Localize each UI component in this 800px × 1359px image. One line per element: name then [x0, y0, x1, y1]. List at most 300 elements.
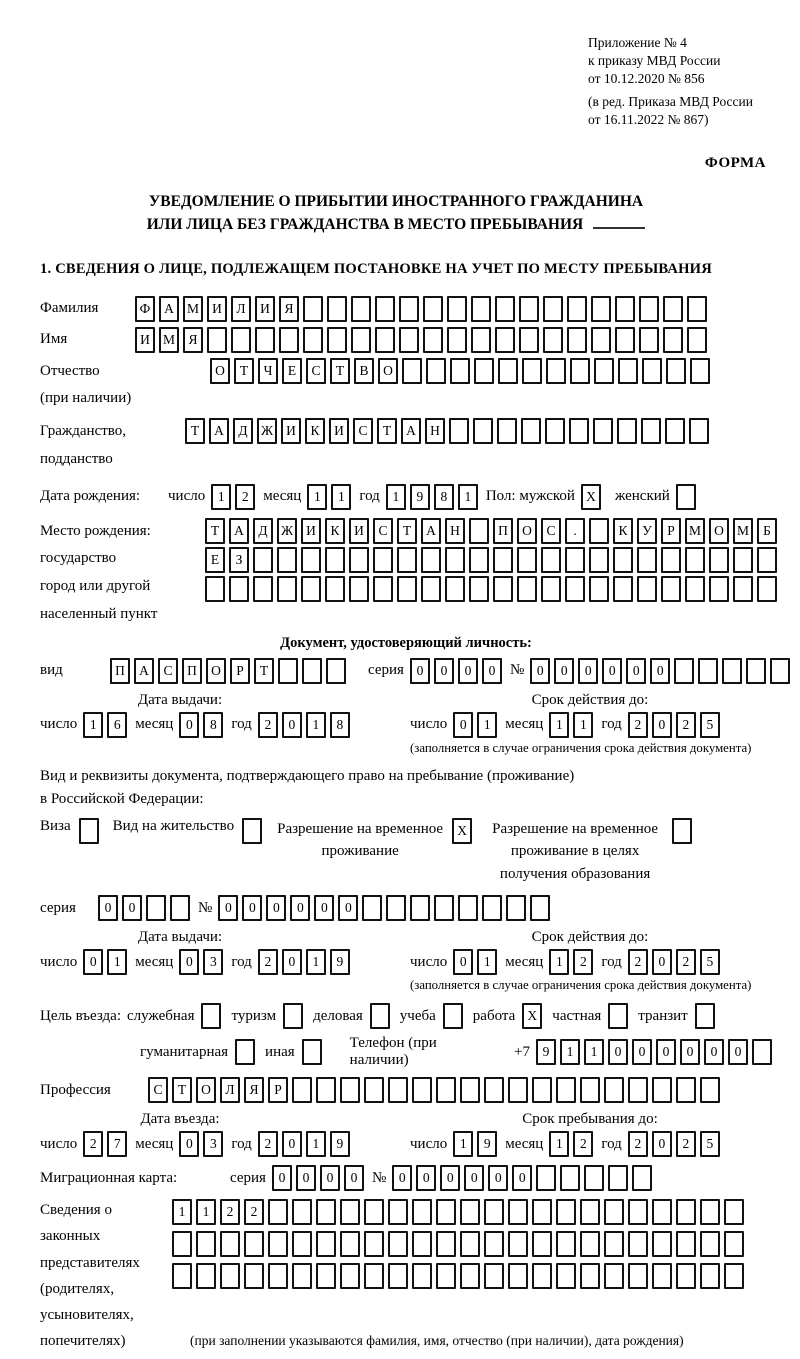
char-cell[interactable]: 6 [107, 712, 127, 738]
char-cell[interactable]: 1 [307, 484, 327, 510]
char-cell[interactable]: 0 [728, 1039, 748, 1065]
char-cell[interactable]: О [709, 518, 729, 544]
char-cell[interactable]: 1 [306, 949, 326, 975]
char-cell[interactable]: 0 [602, 658, 622, 684]
char-cell[interactable] [255, 327, 275, 353]
char-cell[interactable] [469, 547, 489, 573]
char-cell[interactable]: Т [205, 518, 225, 544]
char-cell[interactable] [604, 1231, 624, 1257]
char-cell[interactable] [556, 1199, 576, 1225]
char-cell[interactable] [362, 895, 382, 921]
char-cell[interactable] [580, 1199, 600, 1225]
char-cell[interactable]: С [353, 418, 373, 444]
char-cell[interactable] [615, 327, 635, 353]
char-cell[interactable]: Т [377, 418, 397, 444]
char-cell[interactable] [279, 327, 299, 353]
char-cell[interactable]: 0 [314, 895, 334, 921]
char-cell[interactable]: Б [757, 518, 777, 544]
checkbox-cell[interactable] [235, 1039, 255, 1065]
char-cell[interactable] [421, 576, 441, 602]
char-cell[interactable]: 2 [258, 949, 278, 975]
char-cell[interactable] [663, 327, 683, 353]
char-cell[interactable] [652, 1199, 672, 1225]
char-cell[interactable]: С [148, 1077, 168, 1103]
char-cell[interactable] [460, 1231, 480, 1257]
char-cell[interactable] [146, 895, 166, 921]
char-cell[interactable]: 0 [650, 658, 670, 684]
char-cell[interactable] [567, 327, 587, 353]
char-cell[interactable]: 9 [330, 1131, 350, 1157]
char-cell[interactable] [639, 296, 659, 322]
char-cell[interactable] [757, 576, 777, 602]
char-cell[interactable] [517, 547, 537, 573]
char-cell[interactable] [402, 358, 422, 384]
char-cell[interactable] [546, 358, 566, 384]
char-cell[interactable] [373, 576, 393, 602]
char-cell[interactable]: С [541, 518, 561, 544]
char-cell[interactable]: И [281, 418, 301, 444]
char-cell[interactable] [591, 327, 611, 353]
char-cell[interactable] [482, 895, 502, 921]
char-cell[interactable] [593, 418, 613, 444]
char-cell[interactable] [632, 1165, 652, 1191]
char-cell[interactable]: 7 [107, 1131, 127, 1157]
char-cell[interactable] [205, 576, 225, 602]
char-cell[interactable]: Д [253, 518, 273, 544]
char-cell[interactable]: 2 [676, 712, 696, 738]
char-cell[interactable] [589, 576, 609, 602]
char-cell[interactable]: 2 [676, 1131, 696, 1157]
char-cell[interactable] [604, 1263, 624, 1289]
char-cell[interactable] [522, 358, 542, 384]
char-cell[interactable] [689, 418, 709, 444]
char-cell[interactable]: А [401, 418, 421, 444]
char-cell[interactable] [519, 296, 539, 322]
char-cell[interactable] [628, 1231, 648, 1257]
char-cell[interactable] [473, 418, 493, 444]
char-cell[interactable] [301, 576, 321, 602]
char-cell[interactable] [724, 1263, 744, 1289]
checkbox-cell[interactable] [283, 1003, 303, 1029]
checkbox-cell[interactable] [695, 1003, 715, 1029]
char-cell[interactable] [471, 327, 491, 353]
char-cell[interactable]: 0 [410, 658, 430, 684]
char-cell[interactable]: 0 [626, 658, 646, 684]
char-cell[interactable]: 0 [488, 1165, 508, 1191]
char-cell[interactable] [661, 547, 681, 573]
checkbox-cell[interactable] [443, 1003, 463, 1029]
char-cell[interactable]: 8 [434, 484, 454, 510]
char-cell[interactable] [292, 1231, 312, 1257]
char-cell[interactable]: Т [172, 1077, 192, 1103]
char-cell[interactable] [426, 358, 446, 384]
char-cell[interactable] [556, 1077, 576, 1103]
char-cell[interactable]: 1 [549, 712, 569, 738]
char-cell[interactable] [244, 1231, 264, 1257]
char-cell[interactable] [325, 547, 345, 573]
char-cell[interactable]: 1 [477, 949, 497, 975]
char-cell[interactable] [665, 418, 685, 444]
char-cell[interactable] [676, 1199, 696, 1225]
char-cell[interactable] [412, 1077, 432, 1103]
char-cell[interactable]: Ж [277, 518, 297, 544]
char-cell[interactable] [388, 1231, 408, 1257]
char-cell[interactable]: 0 [440, 1165, 460, 1191]
char-cell[interactable]: 0 [453, 949, 473, 975]
char-cell[interactable]: 8 [203, 712, 223, 738]
char-cell[interactable] [484, 1077, 504, 1103]
char-cell[interactable]: 0 [482, 658, 502, 684]
char-cell[interactable]: 1 [584, 1039, 604, 1065]
char-cell[interactable]: 1 [211, 484, 231, 510]
char-cell[interactable]: Я [183, 327, 203, 353]
char-cell[interactable] [709, 576, 729, 602]
char-cell[interactable]: 2 [676, 949, 696, 975]
char-cell[interactable] [292, 1077, 312, 1103]
char-cell[interactable] [589, 518, 609, 544]
char-cell[interactable] [746, 658, 766, 684]
char-cell[interactable]: Л [231, 296, 251, 322]
char-cell[interactable] [642, 358, 662, 384]
checkbox-cell[interactable] [370, 1003, 390, 1029]
char-cell[interactable]: Я [244, 1077, 264, 1103]
checkbox-cell[interactable]: X [581, 484, 601, 510]
char-cell[interactable] [410, 895, 430, 921]
char-cell[interactable] [556, 1263, 576, 1289]
checkbox-cell[interactable] [676, 484, 696, 510]
char-cell[interactable] [700, 1077, 720, 1103]
char-cell[interactable]: 0 [98, 895, 118, 921]
char-cell[interactable] [700, 1263, 720, 1289]
char-cell[interactable]: М [159, 327, 179, 353]
char-cell[interactable] [567, 296, 587, 322]
char-cell[interactable]: 1 [549, 1131, 569, 1157]
char-cell[interactable]: Т [330, 358, 350, 384]
char-cell[interactable]: 0 [122, 895, 142, 921]
char-cell[interactable] [301, 547, 321, 573]
char-cell[interactable]: 2 [83, 1131, 103, 1157]
char-cell[interactable]: 0 [282, 949, 302, 975]
char-cell[interactable]: 5 [700, 1131, 720, 1157]
char-cell[interactable]: 0 [282, 712, 302, 738]
char-cell[interactable] [349, 547, 369, 573]
char-cell[interactable] [436, 1231, 456, 1257]
char-cell[interactable] [570, 358, 590, 384]
char-cell[interactable] [618, 358, 638, 384]
char-cell[interactable] [434, 895, 454, 921]
char-cell[interactable]: К [325, 518, 345, 544]
char-cell[interactable]: 1 [306, 712, 326, 738]
char-cell[interactable] [460, 1077, 480, 1103]
char-cell[interactable]: 0 [652, 712, 672, 738]
char-cell[interactable] [639, 327, 659, 353]
char-cell[interactable] [617, 418, 637, 444]
char-cell[interactable]: 1 [306, 1131, 326, 1157]
char-cell[interactable]: И [255, 296, 275, 322]
char-cell[interactable]: 0 [464, 1165, 484, 1191]
char-cell[interactable] [580, 1231, 600, 1257]
char-cell[interactable] [436, 1199, 456, 1225]
char-cell[interactable]: 0 [296, 1165, 316, 1191]
char-cell[interactable] [474, 358, 494, 384]
char-cell[interactable] [484, 1199, 504, 1225]
char-cell[interactable] [388, 1199, 408, 1225]
char-cell[interactable]: 0 [242, 895, 262, 921]
char-cell[interactable]: И [301, 518, 321, 544]
char-cell[interactable]: 0 [656, 1039, 676, 1065]
char-cell[interactable]: Р [268, 1077, 288, 1103]
char-cell[interactable]: Е [282, 358, 302, 384]
char-cell[interactable] [569, 418, 589, 444]
char-cell[interactable]: 0 [179, 1131, 199, 1157]
char-cell[interactable]: О [196, 1077, 216, 1103]
char-cell[interactable] [253, 547, 273, 573]
char-cell[interactable]: 9 [536, 1039, 556, 1065]
char-cell[interactable] [340, 1231, 360, 1257]
char-cell[interactable] [565, 576, 585, 602]
char-cell[interactable] [608, 1165, 628, 1191]
char-cell[interactable] [351, 327, 371, 353]
char-cell[interactable]: А [421, 518, 441, 544]
char-cell[interactable]: 5 [700, 949, 720, 975]
char-cell[interactable] [327, 327, 347, 353]
char-cell[interactable] [604, 1199, 624, 1225]
char-cell[interactable]: 0 [282, 1131, 302, 1157]
checkbox-cell[interactable] [201, 1003, 221, 1029]
char-cell[interactable] [303, 327, 323, 353]
char-cell[interactable] [423, 296, 443, 322]
char-cell[interactable]: 0 [632, 1039, 652, 1065]
char-cell[interactable] [709, 547, 729, 573]
char-cell[interactable] [530, 895, 550, 921]
char-cell[interactable] [584, 1165, 604, 1191]
char-cell[interactable] [541, 547, 561, 573]
char-cell[interactable] [506, 895, 526, 921]
char-cell[interactable] [207, 327, 227, 353]
char-cell[interactable] [519, 327, 539, 353]
char-cell[interactable] [532, 1077, 552, 1103]
char-cell[interactable]: 0 [392, 1165, 412, 1191]
char-cell[interactable]: 0 [704, 1039, 724, 1065]
char-cell[interactable]: 1 [453, 1131, 473, 1157]
char-cell[interactable] [316, 1077, 336, 1103]
char-cell[interactable]: С [373, 518, 393, 544]
char-cell[interactable]: 0 [530, 658, 550, 684]
char-cell[interactable]: 0 [608, 1039, 628, 1065]
checkbox-cell[interactable]: X [522, 1003, 542, 1029]
char-cell[interactable]: С [306, 358, 326, 384]
char-cell[interactable] [687, 327, 707, 353]
char-cell[interactable]: 0 [652, 949, 672, 975]
char-cell[interactable]: 0 [344, 1165, 364, 1191]
char-cell[interactable]: К [613, 518, 633, 544]
char-cell[interactable] [641, 418, 661, 444]
char-cell[interactable]: 1 [549, 949, 569, 975]
char-cell[interactable]: 1 [331, 484, 351, 510]
char-cell[interactable]: 2 [628, 1131, 648, 1157]
char-cell[interactable]: 0 [218, 895, 238, 921]
char-cell[interactable] [676, 1077, 696, 1103]
char-cell[interactable] [412, 1231, 432, 1257]
char-cell[interactable] [484, 1263, 504, 1289]
char-cell[interactable] [637, 547, 657, 573]
char-cell[interactable]: 9 [410, 484, 430, 510]
char-cell[interactable] [268, 1263, 288, 1289]
char-cell[interactable] [532, 1231, 552, 1257]
char-cell[interactable]: О [206, 658, 226, 684]
char-cell[interactable]: Т [397, 518, 417, 544]
char-cell[interactable] [170, 895, 190, 921]
char-cell[interactable]: 2 [573, 1131, 593, 1157]
char-cell[interactable] [652, 1263, 672, 1289]
char-cell[interactable] [615, 296, 635, 322]
char-cell[interactable] [244, 1263, 264, 1289]
char-cell[interactable] [340, 1263, 360, 1289]
char-cell[interactable] [449, 418, 469, 444]
char-cell[interactable] [399, 296, 419, 322]
char-cell[interactable]: 2 [258, 1131, 278, 1157]
char-cell[interactable] [399, 327, 419, 353]
char-cell[interactable] [397, 547, 417, 573]
char-cell[interactable] [292, 1199, 312, 1225]
char-cell[interactable] [460, 1263, 480, 1289]
char-cell[interactable] [591, 296, 611, 322]
char-cell[interactable] [375, 296, 395, 322]
char-cell[interactable] [349, 576, 369, 602]
char-cell[interactable] [536, 1165, 556, 1191]
char-cell[interactable] [722, 658, 742, 684]
char-cell[interactable]: 2 [220, 1199, 240, 1225]
char-cell[interactable] [375, 327, 395, 353]
char-cell[interactable] [493, 576, 513, 602]
char-cell[interactable]: 0 [554, 658, 574, 684]
char-cell[interactable] [436, 1077, 456, 1103]
char-cell[interactable] [325, 576, 345, 602]
char-cell[interactable] [220, 1263, 240, 1289]
char-cell[interactable] [724, 1231, 744, 1257]
char-cell[interactable] [676, 1263, 696, 1289]
char-cell[interactable] [565, 547, 585, 573]
char-cell[interactable] [495, 296, 515, 322]
char-cell[interactable] [589, 547, 609, 573]
char-cell[interactable] [364, 1077, 384, 1103]
char-cell[interactable]: 1 [386, 484, 406, 510]
char-cell[interactable]: О [517, 518, 537, 544]
char-cell[interactable] [340, 1077, 360, 1103]
char-cell[interactable] [277, 576, 297, 602]
checkbox-cell[interactable] [608, 1003, 628, 1029]
char-cell[interactable] [351, 296, 371, 322]
char-cell[interactable]: 3 [203, 1131, 223, 1157]
char-cell[interactable]: 0 [453, 712, 473, 738]
char-cell[interactable] [316, 1231, 336, 1257]
char-cell[interactable] [493, 547, 513, 573]
char-cell[interactable] [752, 1039, 772, 1065]
char-cell[interactable] [229, 576, 249, 602]
char-cell[interactable] [628, 1199, 648, 1225]
checkbox-cell[interactable] [672, 818, 692, 844]
char-cell[interactable]: 2 [235, 484, 255, 510]
char-cell[interactable] [268, 1199, 288, 1225]
checkbox-cell[interactable]: X [452, 818, 472, 844]
char-cell[interactable] [373, 547, 393, 573]
char-cell[interactable] [628, 1077, 648, 1103]
char-cell[interactable]: Л [220, 1077, 240, 1103]
char-cell[interactable]: И [349, 518, 369, 544]
char-cell[interactable]: . [565, 518, 585, 544]
char-cell[interactable] [421, 547, 441, 573]
char-cell[interactable] [580, 1263, 600, 1289]
char-cell[interactable] [637, 576, 657, 602]
checkbox-cell[interactable] [79, 818, 99, 844]
char-cell[interactable]: 2 [628, 712, 648, 738]
char-cell[interactable] [652, 1077, 672, 1103]
char-cell[interactable]: А [159, 296, 179, 322]
checkbox-cell[interactable] [302, 1039, 322, 1065]
char-cell[interactable] [445, 576, 465, 602]
char-cell[interactable] [231, 327, 251, 353]
char-cell[interactable]: Н [425, 418, 445, 444]
char-cell[interactable]: И [207, 296, 227, 322]
char-cell[interactable] [340, 1199, 360, 1225]
char-cell[interactable] [268, 1231, 288, 1257]
char-cell[interactable] [220, 1231, 240, 1257]
char-cell[interactable] [364, 1231, 384, 1257]
char-cell[interactable] [580, 1077, 600, 1103]
char-cell[interactable] [386, 895, 406, 921]
char-cell[interactable]: 9 [477, 1131, 497, 1157]
char-cell[interactable] [253, 576, 273, 602]
checkbox-cell[interactable] [242, 818, 262, 844]
char-cell[interactable]: 1 [458, 484, 478, 510]
char-cell[interactable]: И [329, 418, 349, 444]
char-cell[interactable] [508, 1231, 528, 1257]
char-cell[interactable]: А [209, 418, 229, 444]
char-cell[interactable]: М [733, 518, 753, 544]
char-cell[interactable] [517, 576, 537, 602]
char-cell[interactable] [666, 358, 686, 384]
char-cell[interactable]: Ф [135, 296, 155, 322]
char-cell[interactable] [543, 327, 563, 353]
char-cell[interactable] [469, 518, 489, 544]
char-cell[interactable] [495, 327, 515, 353]
char-cell[interactable] [423, 327, 443, 353]
char-cell[interactable] [172, 1263, 192, 1289]
char-cell[interactable] [412, 1263, 432, 1289]
char-cell[interactable]: Р [661, 518, 681, 544]
char-cell[interactable]: З [229, 547, 249, 573]
char-cell[interactable] [545, 418, 565, 444]
char-cell[interactable] [458, 895, 478, 921]
char-cell[interactable]: П [110, 658, 130, 684]
char-cell[interactable]: 2 [573, 949, 593, 975]
char-cell[interactable] [661, 576, 681, 602]
char-cell[interactable]: Т [185, 418, 205, 444]
char-cell[interactable]: А [134, 658, 154, 684]
char-cell[interactable] [196, 1231, 216, 1257]
char-cell[interactable] [327, 296, 347, 322]
char-cell[interactable]: 5 [700, 712, 720, 738]
char-cell[interactable] [532, 1199, 552, 1225]
char-cell[interactable] [733, 576, 753, 602]
char-cell[interactable]: А [229, 518, 249, 544]
char-cell[interactable] [497, 418, 517, 444]
char-cell[interactable] [521, 418, 541, 444]
char-cell[interactable]: 2 [258, 712, 278, 738]
char-cell[interactable] [663, 296, 683, 322]
char-cell[interactable] [436, 1263, 456, 1289]
char-cell[interactable] [652, 1231, 672, 1257]
